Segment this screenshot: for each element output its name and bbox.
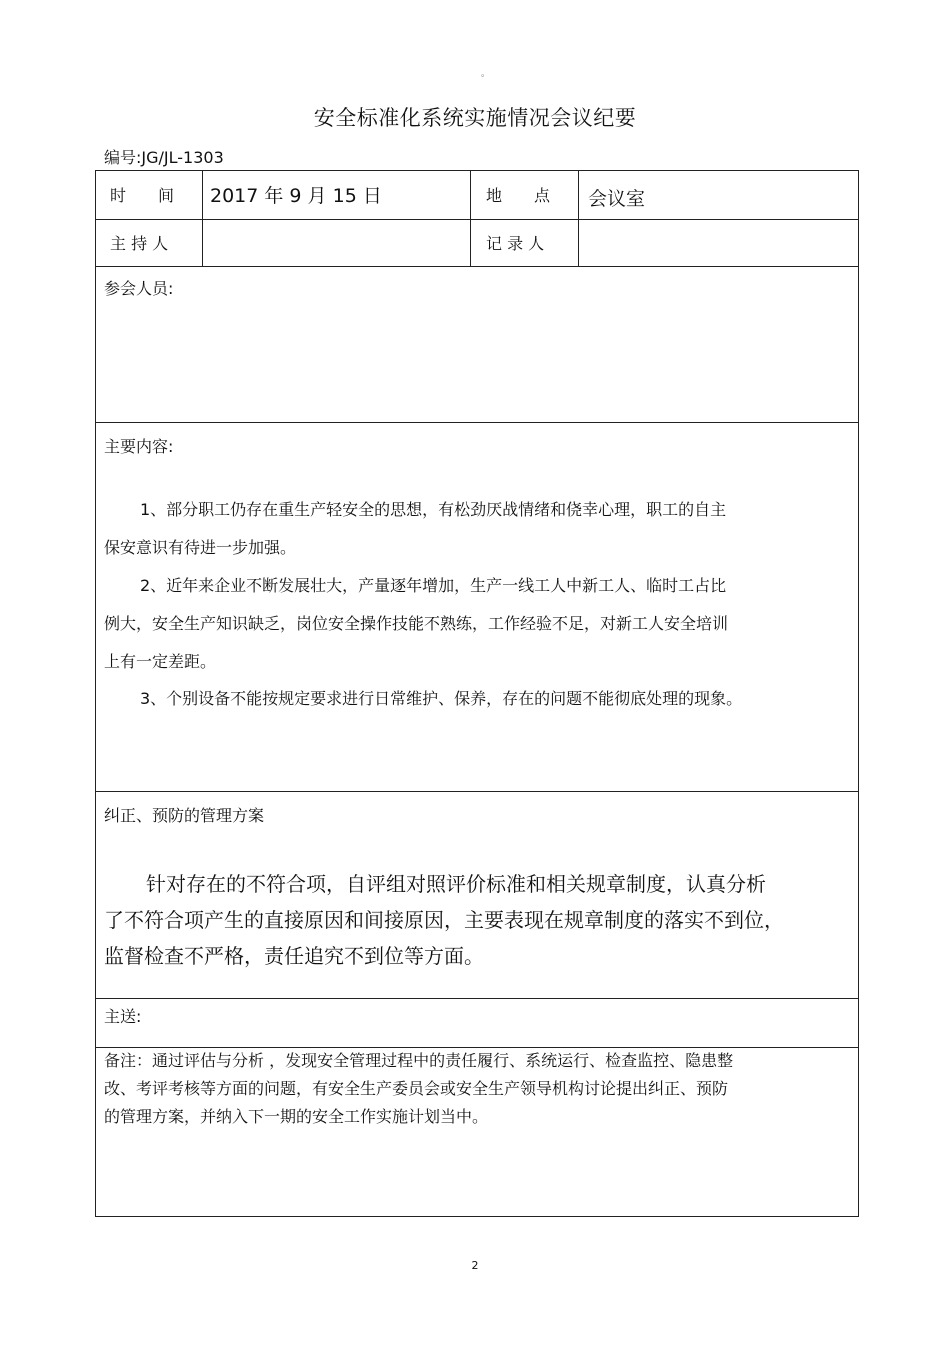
plan-line-2: 了不符合项产生的直接原因和间接原因，主要表现在规章制度的落实不到位， (104, 908, 784, 932)
top-mark: 。 (481, 69, 491, 79)
content-item-1-line-2: 保安意识有待进一步加强。 (104, 538, 297, 557)
content-item-2-line-3: 上有一定差距。 (104, 652, 217, 671)
remark-line-1: 备注：通过评估与分析 ，发现安全管理过程中的责任履行、系统运行、检查监控、隐患整 (104, 1051, 734, 1070)
plan-label: 纠正、预防的管理方案 (104, 806, 265, 825)
remark-line-3: 的管理方案，并纳入下一期的安全工作实施计划当中。 (104, 1107, 489, 1126)
content-item-2-line-2: 例大，安全生产知识缺乏，岗位安全操作技能不熟练，工作经验不足，对新工人安全培训 (104, 614, 729, 633)
page-title: 安全标准化系统实施情况会议纪要 (313, 106, 637, 130)
place-label: 地 点 (486, 186, 551, 205)
time-value: 2017 年 9 月 15 日 (210, 185, 382, 207)
content-label: 主要内容: (104, 437, 174, 456)
content-item-1-line-1: 1、部分职工仍存在重生产轻安全的思想，有松劲厌战情绪和侥幸心理，职工的自主 (140, 500, 727, 519)
place-value: 会议室 (588, 188, 646, 210)
doc-number: 编号:JG/JL-1303 (104, 148, 224, 167)
remark-line-2: 改、考评考核等方面的问题，有安全生产委员会或安全生产领导机构讨论提出纠正、预防 (104, 1079, 729, 1098)
attendees-label: 参会人员: (104, 279, 174, 298)
page-number: 2 (471, 1259, 479, 1272)
content-item-2-line-1: 2、近年来企业不断发展壮大，产量逐年增加，生产一线工人中新工人、临时工占比 (140, 576, 727, 595)
time-label: 时 间 (110, 186, 175, 205)
plan-line-3: 监督检查不严格，责任追究不到位等方面。 (104, 944, 484, 968)
content-item-3-line-1: 3、个别设备不能按规定要求进行日常维护、保养，存在的问题不能彻底处理的现象。 (140, 689, 743, 708)
send-label: 主送: (104, 1007, 142, 1026)
plan-line-1: 针对存在的不符合项，自评组对照评价标准和相关规章制度，认真分析 (146, 872, 766, 896)
recorder-label: 记 录 人 (486, 234, 545, 253)
host-label: 主 持 人 (110, 234, 169, 253)
